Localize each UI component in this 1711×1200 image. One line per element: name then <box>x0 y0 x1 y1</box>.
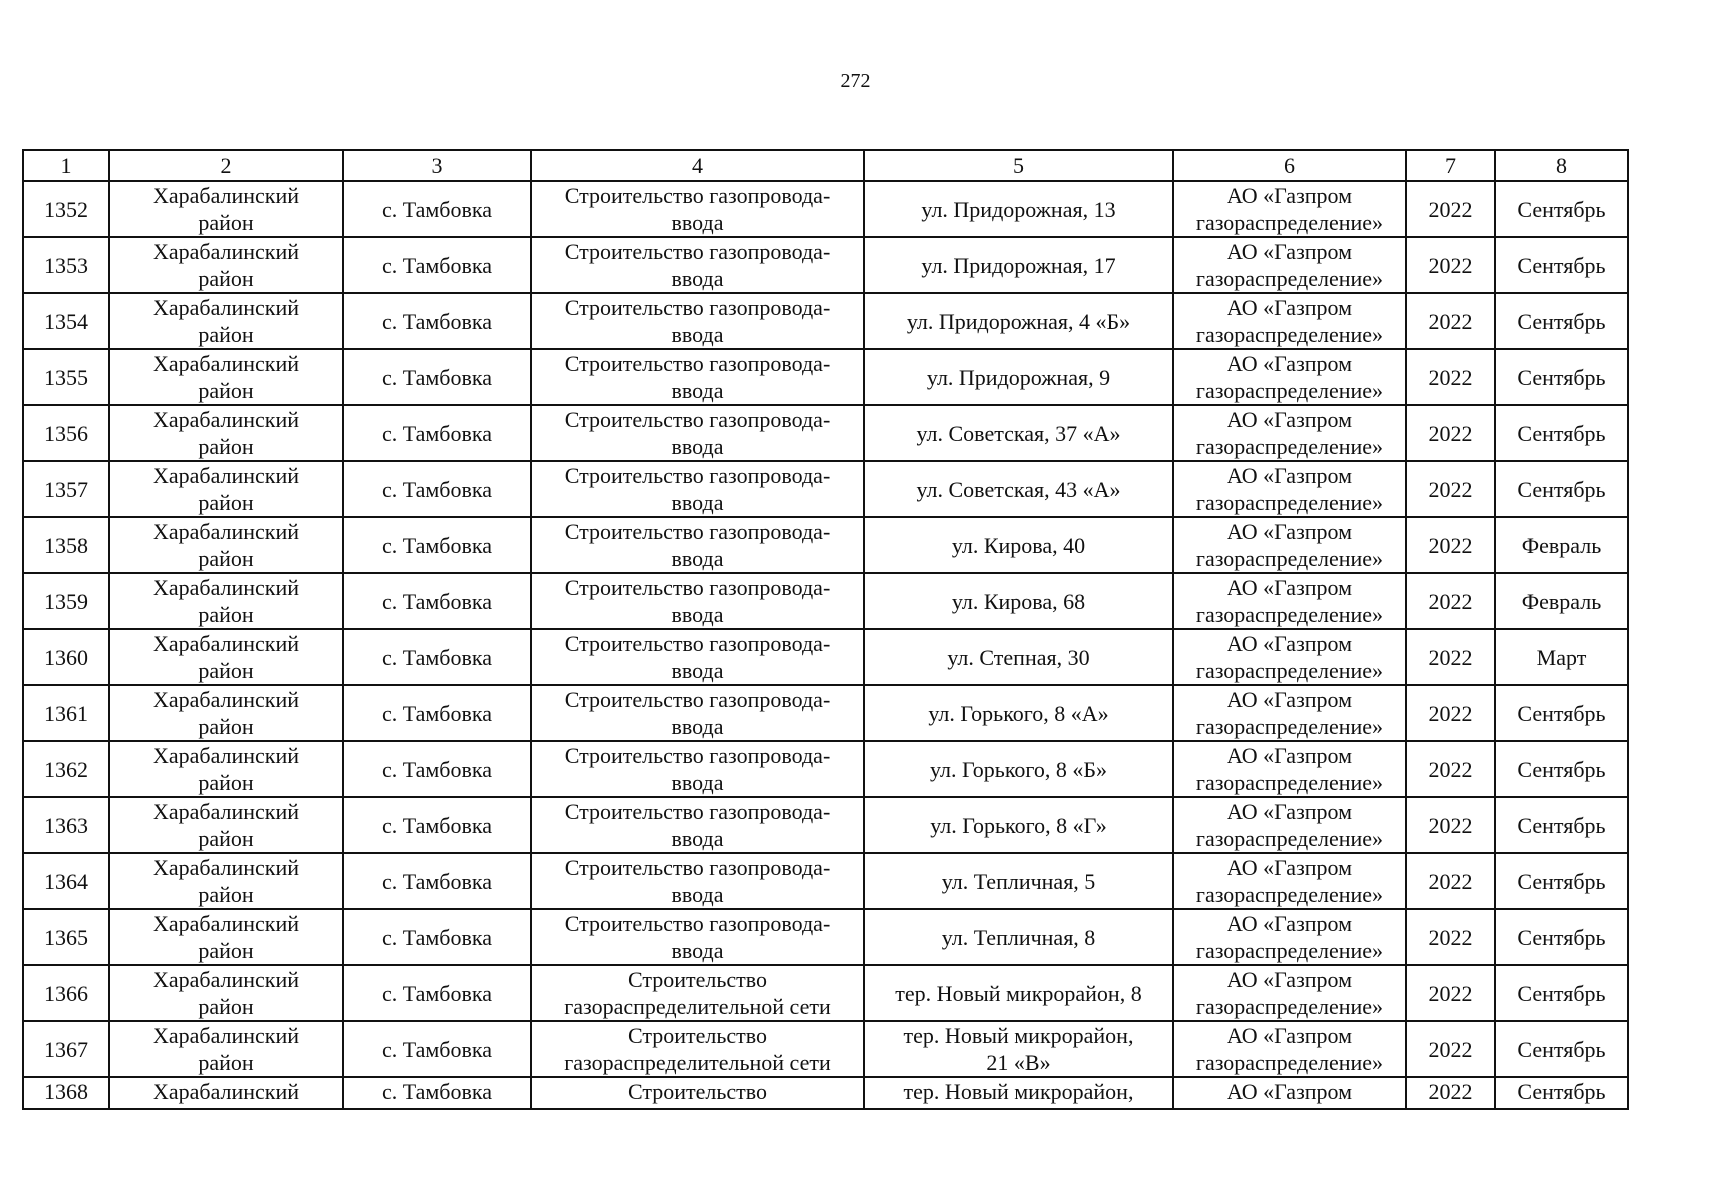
district-cell-line: район <box>198 826 254 851</box>
organization-cell <box>1173 629 1406 685</box>
settlement-cell: с. Тамбовка <box>343 629 531 685</box>
work-type-cell-line: ввода <box>671 938 724 963</box>
row-number-cell: 1365 <box>23 909 109 965</box>
organization-cell-line: газораспределение» <box>1195 266 1384 291</box>
address-cell <box>864 1077 1173 1109</box>
organization-cell-line: АО «Газпром <box>1226 1023 1353 1048</box>
table-row <box>23 1021 1628 1077</box>
district-cell-line: Харабалинский <box>152 295 300 320</box>
column-header: 4 <box>531 150 864 181</box>
address-cell <box>864 573 1173 629</box>
district-cell-line: район <box>198 882 254 907</box>
work-type-cell <box>531 965 864 1021</box>
district-cell-line: район <box>198 434 254 459</box>
settlement-cell: с. Тамбовка <box>343 237 531 293</box>
district-cell <box>109 685 343 741</box>
year-cell: 2022 <box>1406 293 1495 349</box>
column-header: 2 <box>109 150 343 181</box>
address-cell-line: ул. Тепличная, 5 <box>941 868 1096 894</box>
table-row <box>23 293 1628 349</box>
work-type-cell-line: ввода <box>671 434 724 459</box>
work-type-cell-line: ввода <box>671 322 724 347</box>
work-type-cell <box>531 741 864 797</box>
address-cell-line: ул. Горького, 8 «Б» <box>929 756 1107 782</box>
year-cell: 2022 <box>1406 853 1495 909</box>
organization-cell-line: газораспределение» <box>1195 546 1384 571</box>
address-cell <box>864 965 1173 1021</box>
district-cell <box>109 293 343 349</box>
row-number-cell: 1362 <box>23 741 109 797</box>
table-row <box>23 965 1628 1021</box>
month-cell: Сентябрь <box>1495 909 1628 965</box>
organization-cell-line: АО «Газпром <box>1226 463 1353 488</box>
district-cell-line: район <box>198 546 254 571</box>
address-cell <box>864 517 1173 573</box>
district-cell <box>109 237 343 293</box>
organization-cell-line: газораспределение» <box>1195 490 1384 515</box>
address-cell-line: тер. Новый микрорайон, 8 <box>895 980 1142 1006</box>
district-cell-line: Харабалинский <box>152 1079 300 1104</box>
district-cell <box>109 629 343 685</box>
district-cell-line: Харабалинский <box>152 183 300 208</box>
work-type-cell <box>531 685 864 741</box>
work-type-cell <box>531 853 864 909</box>
organization-cell-line: АО «Газпром <box>1226 687 1353 712</box>
month-cell: Сентябрь <box>1495 741 1628 797</box>
month-cell: Сентябрь <box>1495 349 1628 405</box>
row-number-cell: 1355 <box>23 349 109 405</box>
column-header: 7 <box>1406 150 1495 181</box>
district-cell-line: район <box>198 490 254 515</box>
settlement-cell: с. Тамбовка <box>343 909 531 965</box>
month-cell: Сентябрь <box>1495 461 1628 517</box>
work-type-cell-line: Строительство газопровода- <box>564 239 831 264</box>
table-row <box>23 685 1628 741</box>
row-number-cell: 1356 <box>23 405 109 461</box>
settlement-cell: с. Тамбовка <box>343 853 531 909</box>
district-cell-line: Харабалинский <box>152 463 300 488</box>
row-number-cell: 1364 <box>23 853 109 909</box>
organization-cell-line: АО «Газпром <box>1226 1079 1353 1104</box>
work-type-cell <box>531 1077 864 1109</box>
table-row <box>23 741 1628 797</box>
district-cell-line: Харабалинский <box>152 239 300 264</box>
year-cell: 2022 <box>1406 349 1495 405</box>
year-cell: 2022 <box>1406 741 1495 797</box>
work-type-cell-line: Строительство газопровода- <box>564 183 831 208</box>
column-header: 5 <box>864 150 1173 181</box>
row-number-cell: 1353 <box>23 237 109 293</box>
row-number-cell: 1361 <box>23 685 109 741</box>
year-cell: 2022 <box>1406 181 1495 237</box>
month-cell: Сентябрь <box>1495 405 1628 461</box>
district-cell <box>109 965 343 1021</box>
work-type-cell-line: Строительство газопровода- <box>564 687 831 712</box>
month-cell: Сентябрь <box>1495 1077 1628 1109</box>
work-type-cell <box>531 293 864 349</box>
organization-cell-line: газораспределение» <box>1195 826 1384 851</box>
district-cell-line: район <box>198 378 254 403</box>
table-row <box>23 181 1628 237</box>
organization-cell-line: газораспределение» <box>1195 938 1384 963</box>
address-cell <box>864 237 1173 293</box>
work-type-cell <box>531 517 864 573</box>
organization-cell <box>1173 573 1406 629</box>
district-cell-line: Харабалинский <box>152 967 300 992</box>
address-cell-line: ул. Степная, 30 <box>947 644 1090 670</box>
settlement-cell: с. Тамбовка <box>343 965 531 1021</box>
row-number-cell: 1363 <box>23 797 109 853</box>
organization-cell <box>1173 797 1406 853</box>
row-number-cell: 1354 <box>23 293 109 349</box>
organization-cell-line: газораспределение» <box>1195 1050 1384 1075</box>
organization-cell-line: газораспределение» <box>1195 658 1384 683</box>
district-cell <box>109 461 343 517</box>
district-cell-line: Харабалинский <box>152 799 300 824</box>
table-row <box>23 573 1628 629</box>
district-cell-line: Харабалинский <box>152 855 300 880</box>
work-type-cell-line: Строительство газопровода- <box>564 743 831 768</box>
organization-cell <box>1173 517 1406 573</box>
work-type-cell-line: Строительство газопровода- <box>564 407 831 432</box>
district-cell-line: район <box>198 1050 254 1075</box>
district-cell-line: район <box>198 322 254 347</box>
organization-cell-line: АО «Газпром <box>1226 855 1353 880</box>
works-table <box>22 149 1629 1110</box>
work-type-cell <box>531 797 864 853</box>
organization-cell-line: газораспределение» <box>1195 210 1384 235</box>
settlement-cell: с. Тамбовка <box>343 573 531 629</box>
year-cell: 2022 <box>1406 573 1495 629</box>
organization-cell-line: АО «Газпром <box>1226 351 1353 376</box>
table-row <box>23 237 1628 293</box>
month-cell: Март <box>1495 629 1628 685</box>
district-cell-line: Харабалинский <box>152 631 300 656</box>
row-number-cell: 1360 <box>23 629 109 685</box>
organization-cell-line: АО «Газпром <box>1226 575 1353 600</box>
table-row <box>23 461 1628 517</box>
district-cell-line: Харабалинский <box>152 687 300 712</box>
address-cell-line: ул. Горького, 8 «Г» <box>930 812 1107 838</box>
organization-cell <box>1173 965 1406 1021</box>
district-cell-line: Харабалинский <box>152 519 300 544</box>
district-cell <box>109 741 343 797</box>
table-row <box>23 1077 1628 1109</box>
address-cell-line: ул. Кирова, 40 <box>951 532 1086 558</box>
year-cell: 2022 <box>1406 1021 1495 1077</box>
work-type-cell <box>531 1021 864 1077</box>
work-type-cell-line: ввода <box>671 602 724 627</box>
row-number-cell: 1366 <box>23 965 109 1021</box>
organization-cell-line: газораспределение» <box>1195 434 1384 459</box>
year-cell: 2022 <box>1406 909 1495 965</box>
address-cell <box>864 293 1173 349</box>
organization-cell-line: АО «Газпром <box>1226 239 1353 264</box>
address-cell-line: ул. Советская, 37 «А» <box>916 420 1121 446</box>
year-cell: 2022 <box>1406 1077 1495 1109</box>
organization-cell-line: газораспределение» <box>1195 322 1384 347</box>
district-cell <box>109 181 343 237</box>
month-cell: Сентябрь <box>1495 685 1628 741</box>
organization-cell-line: газораспределение» <box>1195 378 1384 403</box>
address-cell-line: ул. Придорожная, 9 <box>926 364 1111 390</box>
year-cell: 2022 <box>1406 237 1495 293</box>
work-type-cell <box>531 909 864 965</box>
table-body <box>23 150 1628 1109</box>
month-cell: Февраль <box>1495 517 1628 573</box>
address-cell <box>864 909 1173 965</box>
work-type-cell-line: Строительство газопровода- <box>564 519 831 544</box>
district-cell-line: район <box>198 602 254 627</box>
table-row <box>23 853 1628 909</box>
organization-cell <box>1173 1021 1406 1077</box>
settlement-cell: с. Тамбовка <box>343 349 531 405</box>
district-cell-line: Харабалинский <box>152 575 300 600</box>
organization-cell-line: АО «Газпром <box>1226 519 1353 544</box>
row-number-cell: 1358 <box>23 517 109 573</box>
address-cell-line: ул. Советская, 43 «А» <box>916 476 1121 502</box>
work-type-cell-line: Строительство газопровода- <box>564 799 831 824</box>
organization-cell-line: АО «Газпром <box>1226 295 1353 320</box>
district-cell <box>109 1021 343 1077</box>
address-cell-line: ул. Кирова, 68 <box>951 588 1086 614</box>
district-cell <box>109 1077 343 1109</box>
settlement-cell: с. Тамбовка <box>343 517 531 573</box>
district-cell <box>109 405 343 461</box>
work-type-cell-line: ввода <box>671 770 724 795</box>
work-type-cell-line: газораспределительной сети <box>564 994 831 1019</box>
district-cell <box>109 909 343 965</box>
address-cell <box>864 181 1173 237</box>
address-cell-line: ул. Придорожная, 17 <box>921 252 1116 278</box>
organization-cell-line: АО «Газпром <box>1226 743 1353 768</box>
address-cell <box>864 629 1173 685</box>
column-header: 8 <box>1495 150 1628 181</box>
organization-cell-line: газораспределение» <box>1195 994 1384 1019</box>
work-type-cell <box>531 181 864 237</box>
table-row <box>23 797 1628 853</box>
month-cell: Сентябрь <box>1495 1021 1628 1077</box>
work-type-cell-line: ввода <box>671 826 724 851</box>
month-cell: Сентябрь <box>1495 181 1628 237</box>
year-cell: 2022 <box>1406 461 1495 517</box>
year-cell: 2022 <box>1406 965 1495 1021</box>
district-cell <box>109 349 343 405</box>
district-cell-line: Харабалинский <box>152 407 300 432</box>
district-cell-line: район <box>198 938 254 963</box>
work-type-cell-line: Строительство газопровода- <box>564 855 831 880</box>
work-type-cell-line: ввода <box>671 658 724 683</box>
organization-cell-line: АО «Газпром <box>1226 183 1353 208</box>
settlement-cell: с. Тамбовка <box>343 1077 531 1109</box>
district-cell <box>109 797 343 853</box>
district-cell <box>109 517 343 573</box>
address-cell <box>864 797 1173 853</box>
table-header-row <box>23 150 1628 181</box>
work-type-cell-line: Строительство газопровода- <box>564 295 831 320</box>
work-type-cell-line: газораспределительной сети <box>564 1050 831 1075</box>
year-cell: 2022 <box>1406 405 1495 461</box>
address-cell-line: 21 «В» <box>986 1050 1051 1075</box>
work-type-cell <box>531 349 864 405</box>
work-type-cell-line: ввода <box>671 714 724 739</box>
month-cell: Сентябрь <box>1495 293 1628 349</box>
month-cell: Сентябрь <box>1495 237 1628 293</box>
work-type-cell <box>531 629 864 685</box>
work-type-cell-line: Строительство <box>627 967 768 992</box>
organization-cell-line: АО «Газпром <box>1226 911 1353 936</box>
work-type-cell <box>531 573 864 629</box>
work-type-cell-line: ввода <box>671 546 724 571</box>
address-cell-line: ул. Тепличная, 8 <box>941 924 1096 950</box>
settlement-cell: с. Тамбовка <box>343 405 531 461</box>
settlement-cell: с. Тамбовка <box>343 685 531 741</box>
district-cell-line: район <box>198 266 254 291</box>
district-cell-line: район <box>198 770 254 795</box>
settlement-cell: с. Тамбовка <box>343 1021 531 1077</box>
month-cell: Сентябрь <box>1495 965 1628 1021</box>
district-cell <box>109 853 343 909</box>
work-type-cell-line: ввода <box>671 882 724 907</box>
work-type-cell-line: Строительство <box>627 1023 768 1048</box>
district-cell-line: район <box>198 658 254 683</box>
work-type-cell-line: Строительство газопровода- <box>564 463 831 488</box>
work-type-cell-line: ввода <box>671 490 724 515</box>
organization-cell-line: АО «Газпром <box>1226 631 1353 656</box>
year-cell: 2022 <box>1406 797 1495 853</box>
row-number-cell: 1352 <box>23 181 109 237</box>
address-cell <box>864 685 1173 741</box>
organization-cell <box>1173 405 1406 461</box>
district-cell-line: Харабалинский <box>152 911 300 936</box>
table-row <box>23 349 1628 405</box>
table-row <box>23 909 1628 965</box>
address-cell-line: ул. Придорожная, 13 <box>921 196 1116 222</box>
column-header: 3 <box>343 150 531 181</box>
district-cell-line: Харабалинский <box>152 1023 300 1048</box>
page-number: 272 <box>840 70 871 92</box>
year-cell: 2022 <box>1406 517 1495 573</box>
work-type-cell-line: Строительство газопровода- <box>564 911 831 936</box>
organization-cell <box>1173 1077 1406 1109</box>
work-type-cell-line: Строительство газопровода- <box>564 351 831 376</box>
organization-cell-line: газораспределение» <box>1195 882 1384 907</box>
district-cell-line: район <box>198 714 254 739</box>
settlement-cell: с. Тамбовка <box>343 741 531 797</box>
column-header: 6 <box>1173 150 1406 181</box>
organization-cell <box>1173 741 1406 797</box>
organization-cell-line: газораспределение» <box>1195 602 1384 627</box>
work-type-cell-line: ввода <box>671 378 724 403</box>
organization-cell-line: газораспределение» <box>1195 770 1384 795</box>
work-type-cell-line: Строительство газопровода- <box>564 575 831 600</box>
table-row <box>23 629 1628 685</box>
address-cell-line: ул. Придорожная, 4 «Б» <box>906 308 1131 334</box>
organization-cell-line: АО «Газпром <box>1226 967 1353 992</box>
work-type-cell-line: ввода <box>671 266 724 291</box>
row-number-cell: 1368 <box>23 1077 109 1109</box>
organization-cell <box>1173 461 1406 517</box>
row-number-cell: 1357 <box>23 461 109 517</box>
work-type-cell-line: Строительство <box>627 1079 768 1104</box>
organization-cell-line: газораспределение» <box>1195 714 1384 739</box>
row-number-cell: 1359 <box>23 573 109 629</box>
settlement-cell: с. Тамбовка <box>343 797 531 853</box>
address-cell-line: ул. Горького, 8 «А» <box>928 700 1109 726</box>
organization-cell <box>1173 237 1406 293</box>
month-cell: Февраль <box>1495 573 1628 629</box>
address-cell <box>864 741 1173 797</box>
work-type-cell-line: Строительство газопровода- <box>564 631 831 656</box>
column-header: 1 <box>23 150 109 181</box>
organization-cell <box>1173 685 1406 741</box>
address-cell <box>864 405 1173 461</box>
organization-cell <box>1173 181 1406 237</box>
row-number-cell: 1367 <box>23 1021 109 1077</box>
table-row <box>23 517 1628 573</box>
address-cell-line: тер. Новый микрорайон, <box>903 1079 1134 1104</box>
district-cell-line: Харабалинский <box>152 743 300 768</box>
year-cell: 2022 <box>1406 685 1495 741</box>
address-cell <box>864 461 1173 517</box>
organization-cell <box>1173 909 1406 965</box>
settlement-cell: с. Тамбовка <box>343 181 531 237</box>
work-type-cell <box>531 405 864 461</box>
address-cell-line: тер. Новый микрорайон, <box>903 1023 1134 1048</box>
organization-cell <box>1173 349 1406 405</box>
settlement-cell: с. Тамбовка <box>343 293 531 349</box>
table-row <box>23 405 1628 461</box>
organization-cell-line: АО «Газпром <box>1226 407 1353 432</box>
district-cell <box>109 573 343 629</box>
district-cell-line: Харабалинский <box>152 351 300 376</box>
work-type-cell-line: ввода <box>671 210 724 235</box>
month-cell: Сентябрь <box>1495 797 1628 853</box>
address-cell <box>864 1021 1173 1077</box>
organization-cell <box>1173 293 1406 349</box>
district-cell-line: район <box>198 994 254 1019</box>
work-type-cell <box>531 461 864 517</box>
table-container <box>22 149 1629 1110</box>
month-cell: Сентябрь <box>1495 853 1628 909</box>
district-cell-line: район <box>198 210 254 235</box>
settlement-cell: с. Тамбовка <box>343 461 531 517</box>
work-type-cell <box>531 237 864 293</box>
address-cell <box>864 853 1173 909</box>
year-cell: 2022 <box>1406 629 1495 685</box>
organization-cell-line: АО «Газпром <box>1226 799 1353 824</box>
organization-cell <box>1173 853 1406 909</box>
address-cell <box>864 349 1173 405</box>
